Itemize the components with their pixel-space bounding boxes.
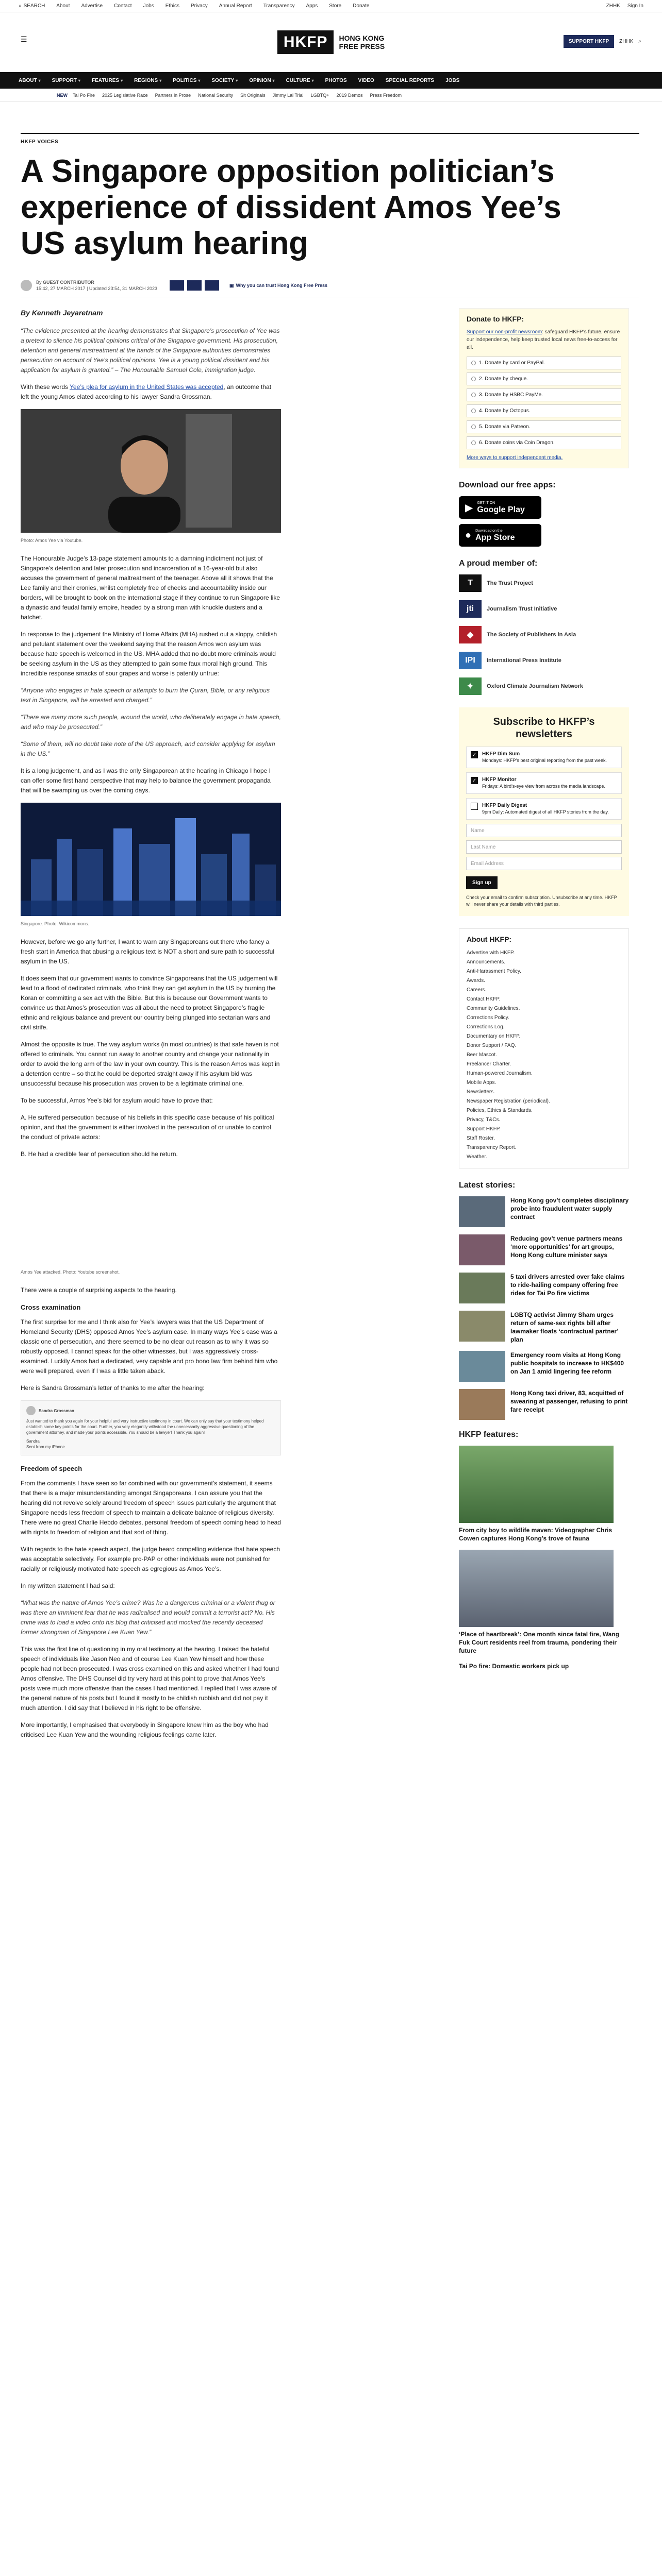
about-box — [459, 928, 629, 1168]
avatar — [21, 280, 32, 291]
paragraph: Almost the opposite is true. The way asylum works (in most countries) is that safe haven is not offered to criminals. You cannot run away to another country and change your nationality in order to avoid the long arm of the law in your own country. This is the reason Amos was kept in a detention centre – so that he could be deported straight away if his asylum bid was unsuccessful because his prosecution was proven to be a legitimate criminal one. — [21, 1041, 280, 1087]
byline-date: 15:42, 27 MARCH 2017 — [36, 286, 86, 291]
article-author: By Kenneth Jeyaretnam — [21, 309, 103, 317]
radio-icon — [471, 361, 476, 365]
amos-yee-photo — [21, 409, 281, 533]
nav-item-features[interactable]: FEATURES ▾ — [91, 77, 123, 83]
category-link[interactable]: HKFP VOICES — [21, 139, 59, 145]
paragraph: With regards to the hate speech aspect, the judge heard compelling evidence that hate speech was acceptable selectively. For example pro-PAP or other individuals were not punished for racially or religiously motivated hate speech as egregious as Amos Yee’s. — [21, 1546, 280, 1572]
topbar-link[interactable]: About — [56, 3, 70, 9]
ipi-icon: IPI — [459, 652, 482, 669]
search-icon: ⌕ — [19, 3, 22, 9]
chevron-down-icon: ▾ — [121, 78, 123, 83]
donate-option[interactable]: 1. Donate by card or PayPal. — [467, 357, 621, 369]
quote: “Some of them, will no doubt take note of the US approach, and consider applying for asylum in the US.” — [21, 740, 275, 757]
about-link[interactable]: Awards. — [467, 978, 485, 984]
email-input[interactable]: Email Address — [466, 857, 622, 870]
newsletter-box — [459, 707, 629, 916]
about-link[interactable]: Newsletters. — [467, 1089, 495, 1095]
article-title: A Singapore opposition politician’s experience of dissident Amos Yee’s US asylum hearing — [21, 154, 561, 261]
paragraph: The Honourable Judge’s 13-page statement amounts to a damning indictment not just of Singapore’s detention and later prosecution and incarceration of a 16-year-old but also accuses the government of general maltreatment of the teenager. Above all it shows that the Lee family and their cronies, whilst completely free of checks and accountability inside our borders, will be brought to book on the international stage if they continue to run Singapore like a dynastic and feudal family empire, headed by a strong man with knuckle dusters and a hatchet. — [21, 555, 280, 621]
sopa-icon: ◆ — [459, 626, 482, 643]
share-email-icon[interactable] — [205, 280, 219, 291]
google-play-button[interactable]: ▶ GET IT ON Google Play — [459, 496, 541, 519]
language-icon[interactable]: ZHHK — [619, 39, 634, 44]
story-thumbnail — [459, 1234, 505, 1265]
share-twitter-icon[interactable] — [187, 280, 202, 291]
play-icon: ▶ — [465, 502, 473, 514]
topbar-link[interactable]: Apps — [306, 3, 318, 9]
trending-bar — [0, 89, 662, 102]
nav-item-culture[interactable]: CULTURE ▾ — [286, 77, 314, 83]
letter-signature: Sandra — [26, 1439, 40, 1444]
radio-icon — [471, 377, 476, 381]
paragraph: In response to the judgement the Ministry of Home Affairs (MHA) rushed out a sloppy, childish and petulant statement over the weekend saying that the reason Amos won asylum was because hate speech is welcomed in the US. MHA added that no doubt more criminals would be seeking asylum in the US as they attempted to gain some faux moral high ground. This incredible response smacks of sour grapes and worse is patently untrue: — [21, 631, 277, 677]
checkbox-checked-icon: ✓ — [471, 777, 478, 784]
topbar-link[interactable]: Annual Report — [219, 3, 252, 9]
about-link[interactable]: Weather. — [467, 1154, 487, 1160]
member-logo[interactable]: ✦ Oxford Climate Journalism Network — [459, 677, 629, 695]
radio-icon — [471, 393, 476, 397]
last-name-input[interactable]: Last Name — [466, 840, 622, 854]
about-link[interactable]: Documentary on HKFP. — [467, 1033, 521, 1039]
search-icon[interactable]: ⌕ — [638, 39, 641, 44]
name-input[interactable]: Name — [466, 824, 622, 837]
story-item[interactable]: Hong Kong taxi driver, 83, acquitted of swearing at passenger, refusing to print fare receipt — [459, 1389, 629, 1420]
paragraph: In my written statement I had said: — [21, 1582, 115, 1589]
member-logo[interactable]: IPI International Press Institute — [459, 652, 629, 669]
radio-icon — [471, 440, 476, 445]
byline-author[interactable]: GUEST CONTRIBUTOR — [43, 280, 94, 285]
nav-item-video[interactable]: VIDEO — [358, 77, 374, 83]
about-title: About HKFP: — [467, 935, 512, 943]
newsletter-option[interactable]: ✓ HKFP Dim Sum Mondays: HKFP’s best original reporting from the past week. — [466, 747, 622, 768]
story-thumbnail — [459, 1351, 505, 1382]
quote: “The evidence presented at the hearing demonstrates that Singapore’s prosecution of Yee was a pretext to silence his political opinions critical of the Singapore government. His prosecution, detention and general mistreatment at the hands of the Singapore authorities demonstrates persecution on account of Yee’s political opinions. Yee is a young political dissident and his application for asylum is granted.” – The Honourable Samuel Cole, immigration judge. — [21, 327, 280, 374]
about-link[interactable]: Announcements. — [467, 959, 506, 965]
newsletter-title: Subscribe to HKFP’s newsletters — [493, 716, 595, 740]
latest-title: Latest stories: — [459, 1181, 516, 1190]
paragraph: There were a couple of surprising aspects to the hearing. — [21, 1286, 177, 1294]
story-thumbnail — [459, 1196, 505, 1227]
quote: “There are many more such people, around the world, who deliberately engage in hate speech, and who may be prosecuted.” — [21, 714, 281, 731]
article-category — [21, 133, 639, 146]
about-list — [467, 948, 621, 1162]
feature-image — [459, 1446, 614, 1523]
letter-screenshot — [21, 1400, 281, 1455]
language-link[interactable]: ZHHK — [606, 3, 620, 9]
support-hkfp-button[interactable]: SUPPORT HKFP — [564, 35, 614, 48]
letter-body: Just wanted to thank you again for your helpful and very instructive testimony in court. We can only say that your testimony helped establish some key points for the court. Further, you very elegantly withstood the unnecessarily aggressive questioning of the government attorney, and made your points accessible. You should be a lawyer! Thank you again! — [26, 1419, 264, 1435]
about-link[interactable]: Advertise with HKFP. — [467, 950, 515, 956]
quote: “Anyone who engages in hate speech or attempts to burn the Quran, Bible, or any religious text in Singapore, will be arrested and charged.” — [21, 687, 270, 704]
photo-caption: Amos Yee attacked. Photo: Youtube screenshot. — [21, 1269, 120, 1275]
trust-link[interactable]: ▣ Why you can trust Hong Kong Free Press — [229, 282, 328, 288]
nav-item-jobs[interactable]: JOBS — [445, 77, 460, 83]
trust-project-icon: T — [459, 574, 482, 592]
nav-item-politics[interactable]: POLITICS ▾ — [173, 77, 201, 83]
search-link[interactable]: ⌕ SEARCH — [19, 3, 45, 9]
byline: By GUEST CONTRIBUTOR 15:42, 27 MARCH 2017 | Updated 23:54, 31 MARCH 2023 ▣ Why you can trust Hong Kong Free Press — [21, 279, 327, 292]
story-item[interactable]: 5 taxi drivers arrested over fake claims to ride-hailing company offering free rides for Tai Po fire victims — [459, 1273, 629, 1303]
nav-item-society[interactable]: SOCIETY ▾ — [211, 77, 238, 83]
photo-caption: Singapore. Photo: Wikicommons. — [21, 921, 90, 926]
newsletter-option[interactable]: HKFP Daily Digest 9pm Daily: Automated digest of all HKFP stories from the day. — [466, 798, 622, 820]
story-item[interactable]: Reducing gov’t venue partners means ‘more opportunities’ for art groups, Hong Kong culture minister says — [459, 1234, 629, 1265]
site-logo[interactable] — [277, 30, 385, 54]
about-link[interactable]: Staff Roster. — [467, 1136, 495, 1141]
about-link[interactable]: Freelancer Charter. — [467, 1061, 511, 1067]
section-heading: Cross examination — [21, 1303, 81, 1311]
about-link[interactable]: Transparency Report. — [467, 1145, 517, 1150]
donate-option[interactable]: 4. Donate by Octopus. — [467, 404, 621, 417]
menu-icon[interactable]: ☰ — [21, 35, 27, 43]
story-item[interactable]: Emergency room visits at Hong Kong public hospitals to increase to HK$400 on Jan 1 amid lingering fee reform — [459, 1351, 629, 1382]
person-illustration — [21, 409, 281, 533]
paragraph: A. He suffered persecution because of his beliefs in this specific case because of his political opinion, and that the government is either involved in the persecution of or unable to control the conduct of private actors: — [21, 1114, 274, 1141]
jti-icon: jti — [459, 600, 482, 618]
paragraph: However, before we go any further, I want to warn any Singaporeans out there who fancy a fresh start in America that abusing a religious text is NOT a short and sure path to successful asylum in the US. — [21, 938, 275, 965]
paragraph: More importantly, I emphasised that everybody in Singapore knew him as the boy who had criticised Lee Kuan Yew and the wounding religious feelings came later. — [21, 1721, 269, 1738]
video-embed-placeholder[interactable] — [21, 1166, 281, 1264]
newsletter-option[interactable]: ✓ HKFP Monitor Fridays: A bird’s-eye view from across the media landscape. — [466, 772, 622, 794]
paragraph: From the comments I have seen so far combined with our government’s statement, it seems that there is a major misunderstanding amongst Singaporeans. I can assure you that the hearing did not revolve solely around freedom of speech issues particularly the argument that Singapore needs less freedom of speech to maintain a delicate balance of religious diversity. There were no great Charlie Hebdo debates, personal freedom of speech coming head to head with rights to freedom of religion and that sort of thing. — [21, 1480, 281, 1536]
about-link[interactable]: Careers. — [467, 987, 487, 993]
about-link[interactable]: Contact HKFP. — [467, 996, 501, 1002]
trending-link[interactable]: 2019 Demos — [336, 92, 363, 98]
trending-link[interactable]: LGBTQ+ — [310, 92, 329, 98]
about-link[interactable]: Anti-Harassment Policy. — [467, 969, 521, 974]
article-body — [21, 308, 281, 1747]
skyline-illustration — [21, 803, 281, 916]
feature-item[interactable]: ‘Place of heartbreak’: One month since fatal fire, Wang Fuk Court residents reel from trauma, pondering their future — [459, 1550, 629, 1655]
trending-link[interactable]: Partners in Prose — [155, 92, 191, 98]
donate-box: Donate to HKFP: Support our non-profit newsroom: safeguard HKFP’s future, ensure our independence, help keep trusted local news free-to-access for all. 1. Donate by card or PayPal. 2. Donate by cheque. 3. Donate by HSBC PayMe. 4. Donate by Octopus. 5. Donate via Patreon. 6. Donate coins via Coin Dragon. More ways to support independent media. — [459, 308, 629, 468]
apps-section — [459, 481, 629, 547]
avatar — [26, 1406, 36, 1415]
chevron-down-icon: ▾ — [311, 78, 314, 83]
donate-option[interactable]: 5. Donate via Patreon. — [467, 420, 621, 433]
paragraph: With these words Yee’s plea for asylum in the United States was accepted, an outcome that left the young Amos elated according to his lawyer Sandra Grossman. — [21, 383, 272, 400]
asylum-link[interactable]: Yee’s plea for asylum in the United States was accepted — [70, 383, 224, 391]
trending-link[interactable]: Tai Po Fire — [73, 92, 95, 98]
story-item[interactable]: Hong Kong gov’t completes disciplinary probe into fraudulent water supply contract — [459, 1196, 629, 1227]
more-ways-link[interactable]: More ways to support independent media. — [467, 455, 563, 461]
share-buttons — [170, 280, 219, 291]
nav-item-regions[interactable]: REGIONS ▾ — [134, 77, 162, 83]
nav-item-support[interactable]: SUPPORT ▾ — [52, 77, 80, 83]
photo-caption: Photo: Amos Yee via Youtube. — [21, 538, 83, 543]
paragraph: It is a long judgement, and as I was the only Singaporean at the hearing in Chicago I hope I can offer some first hand perspective that may help to balance the government propaganda that will be swamping us over the coming days. — [21, 767, 271, 794]
chevron-down-icon: ▾ — [78, 78, 80, 83]
topbar-link[interactable]: Advertise — [81, 3, 103, 9]
trending-link[interactable]: 2025 Legislative Race — [102, 92, 148, 98]
nav-item-about[interactable]: ABOUT ▾ — [19, 77, 41, 83]
share-facebook-icon[interactable] — [170, 280, 184, 291]
trending-link[interactable]: National Security — [198, 92, 234, 98]
member-logo[interactable]: jti Journalism Trust Initiative — [459, 600, 629, 618]
topbar-link[interactable]: Donate — [353, 3, 370, 9]
logo-mark: HKFP — [277, 30, 334, 54]
topbar-link[interactable]: Jobs — [143, 3, 154, 9]
about-link[interactable]: Donor Support / FAQ. — [467, 1043, 517, 1048]
membership-section — [459, 559, 629, 695]
top-utility-bar — [0, 0, 662, 12]
nav-item-opinion[interactable]: OPINION ▾ — [249, 77, 275, 83]
paragraph: This was the first line of questioning in my oral testimony at the hearing. I raised the hateful speech of individuals like Jason Neo and of course Lee Kuan Yew himself and how these people had not been prosecuted. I was cross examined on this and asked whether I had found Amos offensive. The DHS Counsel did try very hard at this point to prove that Amos Yee’s posts were much more offensive than the cases I had mentioned. I replied that I was aware of the general nature of his posts but I found it mostly to be childish rubbish and did not pay it much attention. I did say that I believed in his right to be offensive. — [21, 1646, 279, 1711]
checkbox-unchecked-icon — [471, 803, 478, 810]
oxford-icon: ✦ — [459, 677, 482, 695]
trending-link[interactable]: Press Freedom — [370, 92, 402, 98]
paragraph: It does seem that our government wants to convince Singaporeans that the US judgement will lead to a flood of dedicated criminals, who think they can get asylum in the US by burning the Koran or committing a sex act with the Bible. But this is because our Government wants to convince us that Amos’s prosecution was all about the need to protect Singapore’s fragile ethnic and religious balance and prevent our country being plunged into sectarian wars and civil strife. — [21, 975, 278, 1031]
main-nav — [0, 72, 662, 89]
chevron-down-icon: ▾ — [236, 78, 238, 83]
story-thumbnail — [459, 1311, 505, 1342]
apple-icon: ● — [465, 529, 472, 541]
signup-button[interactable]: Sign up — [466, 876, 498, 889]
topbar-link[interactable]: Contact — [114, 3, 132, 9]
about-link[interactable]: Privacy, T&Cs. — [467, 1117, 501, 1123]
about-link[interactable]: Support HKFP. — [467, 1126, 501, 1132]
checkbox-checked-icon: ✓ — [471, 751, 478, 758]
about-link[interactable]: Mobile Apps. — [467, 1080, 496, 1086]
donate-link[interactable]: Support our non-profit newsroom — [467, 329, 542, 335]
features-section — [459, 1430, 629, 1670]
member-logo[interactable]: T The Trust Project — [459, 574, 629, 592]
login-link[interactable]: Sign In — [627, 3, 643, 9]
about-link[interactable]: Human-powered Journalism. — [467, 1071, 533, 1076]
donate-option[interactable]: 6. Donate coins via Coin Dragon. — [467, 436, 621, 449]
paragraph: To be successful, Amos Yee’s bid for asylum would have to prove that: — [21, 1097, 213, 1104]
donate-title: Donate to HKFP: — [467, 315, 524, 323]
letter-sent-from: Sent from my iPhone — [26, 1445, 65, 1449]
byline-updated: Updated 23:54, 31 MARCH 2023 — [89, 286, 157, 291]
features-title: HKFP features: — [459, 1430, 519, 1439]
feature-image — [459, 1550, 614, 1627]
about-link[interactable]: Newspaper Registration (periodical). — [467, 1098, 550, 1104]
nav-item-photos[interactable]: PHOTOS — [325, 77, 347, 83]
trending-link[interactable]: Jimmy Lai Trial — [272, 92, 304, 98]
paragraph: The first surprise for me and I think also for Yee’s lawyers was that the US Department of Homeland Security (DHS) opposed Amos Yee’s asylum case. In many ways Yee’s case was a classic one of persecution, and there seemed to be no clear cut reason as to why it was so robustly opposed. I cannot speak for the other witnesses, but I was aggressively cross-examined. Luckily Amos had a dedicated, very capable and pro bono law firm behind him who were well prepared, even if I was a little taken aback. — [21, 1318, 278, 1375]
newsletter-note: Check your email to confirm subscription. Unsubscribe at any time. HKFP will never share your details with third parties. — [466, 895, 617, 907]
about-link[interactable]: Beer Mascot. — [467, 1052, 497, 1058]
member-logo[interactable]: ◆ The Society of Publishers in Asia — [459, 626, 629, 643]
latest-stories — [459, 1181, 629, 1420]
radio-icon — [471, 409, 476, 413]
paragraph: B. He had a credible fear of persecution should he return. — [21, 1150, 178, 1158]
letter-sender: Sandra Grossman — [39, 1408, 74, 1413]
topbar-link[interactable]: Transparency — [263, 3, 295, 9]
membership-title: A proud member of: — [459, 559, 538, 568]
about-link[interactable]: Policies, Ethics & Standards. — [467, 1108, 533, 1113]
app-store-button[interactable]: ● Download on the App Store — [459, 524, 541, 547]
chevron-down-icon: ▾ — [38, 78, 41, 83]
section-heading: Freedom of speech — [21, 1465, 82, 1472]
trending-link[interactable]: Sit Originals — [240, 92, 266, 98]
apps-title: Download our free apps: — [459, 481, 556, 489]
topbar-link[interactable]: Privacy — [190, 3, 208, 9]
site-header — [0, 12, 662, 72]
about-link[interactable]: Corrections Policy. — [467, 1015, 509, 1021]
about-link[interactable]: Corrections Log. — [467, 1024, 505, 1030]
trending-label: NEW — [57, 92, 68, 98]
chevron-down-icon: ▾ — [159, 78, 162, 83]
story-thumbnail — [459, 1273, 505, 1303]
logo-text: HONG KONG FREE PRESS — [339, 34, 385, 50]
story-item[interactable]: LGBTQ activist Jimmy Sham urges return of same-sex rights bill after lawmaker floats ‘contractual partner’ plan — [459, 1311, 629, 1344]
donate-option[interactable]: 3. Donate by HSBC PayMe. — [467, 388, 621, 401]
about-link[interactable]: Community Guidelines. — [467, 1006, 520, 1011]
topbar-link[interactable]: Store — [329, 3, 342, 9]
feature-item[interactable]: Tai Po fire: Domestic workers pick up — [459, 1663, 569, 1670]
donate-option[interactable]: 2. Donate by cheque. — [467, 372, 621, 385]
nav-item-special-reports[interactable]: SPECIAL REPORTS — [385, 77, 435, 83]
trust-icon: ▣ — [229, 282, 234, 288]
paragraph: Here is Sandra Grossman’s letter of thanks to me after the hearing: — [21, 1384, 205, 1392]
chevron-down-icon: ▾ — [272, 78, 275, 83]
sidebar — [459, 308, 629, 1677]
story-thumbnail — [459, 1389, 505, 1420]
topbar-link[interactable]: Ethics — [165, 3, 179, 9]
feature-item[interactable]: From city boy to wildlife maven: Videographer Chris Cowen captures Hong Kong’s trove of fauna — [459, 1446, 629, 1543]
radio-icon — [471, 425, 476, 429]
chevron-down-icon: ▾ — [198, 78, 201, 83]
singapore-photo — [21, 803, 281, 916]
quote: “What was the nature of Amos Yee’s crime? Was he a dangerous criminal or a violent thug or was there an imminent fear that he was radicalised and would commit a terrorist act? No. His crime was to load a video onto his blog that criticised and mocked the recently deceased former strongman of Singapore Lee Kuan Yew.” — [21, 1599, 275, 1636]
